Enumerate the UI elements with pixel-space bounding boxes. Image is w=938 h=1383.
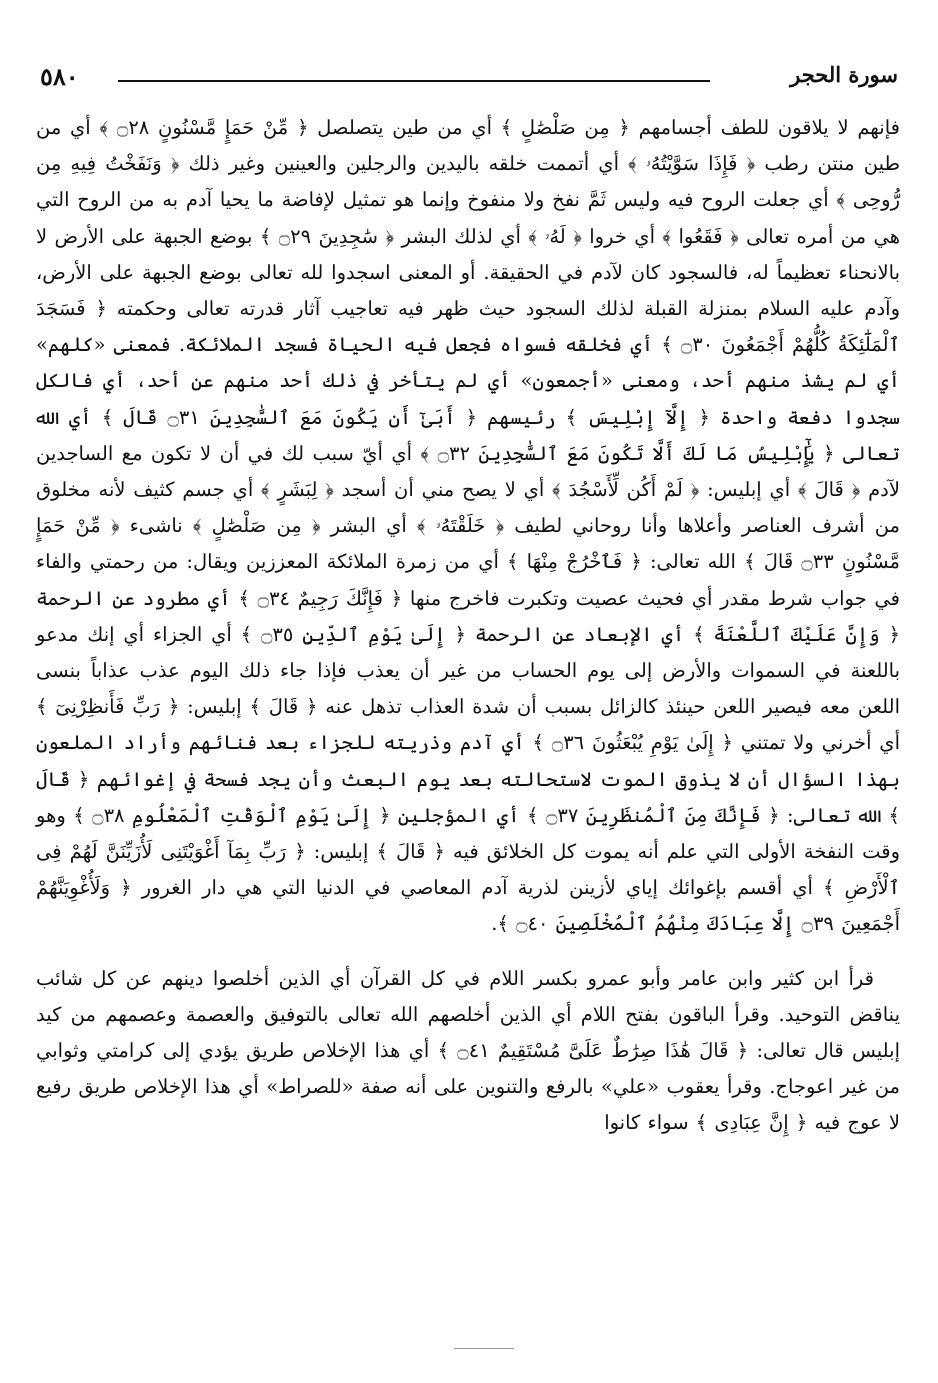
- body-text: [36, 110, 900, 1142]
- page-header: [40, 62, 898, 96]
- paragraph-commentary: فإنهم لا يلاقون للطف أجسامهم ﴿ مِن صَلْصَٰلٍ ﴾ أي من طين يتصلصل ﴿ مِّنْ حَمَإٍ مَّسْنُونٍ ۝٢٨ ﴾ أي من طين منتن رطب ﴿ فَإِذَا سَوَّيْتُهُۥ ﴾ أي أتممت خلقه باليدين والرجلين والعينين وغير ذلك ﴿ وَنَفَخْتُ فِيهِ مِن رُّوحِى ﴾ أي جعلت الروح فيه وليس ثَمَّ نفخ ولا منفوخ وإنما هو تمثيل لإفاضة ما يحيا آدم به من الروح التي هي من أمره تعالى ﴿ فَقَعُوا ﴾ أي خروا ﴿ لَهُۥ ﴾ أي لذلك البشر ﴿ سَٰجِدِينَ ۝٢٩ ﴾ بوضع الجبهة على الأرض لا بالانحناء تعظيماً له، فالسجود كان لآدم في الحقيقة. أو المعنى اسجدوا لله تعالى بوضع الجبهة على الأرض، وآدم عليه السلام بمنزلة القبلة لذلك السجود حيث ظهر فيه تعاجيب آثار قدرته تعالى وحكمته ﴿ فَسَجَدَ ٱلْمَلَٰٓئِكَةُ كُلُّهُمْ أَجْمَعُونَ ۝٣٠ ﴾ أي فخلقه فسواه فجعل فيه الحياة فسجد الملائكة. فمعنى «كلهم» أي لم يشذ منهم أحد، ومعنى «أجمعون» أي لم يتأخر في ذلك أحد منهم عن أحد، أي فالكل سجدوا دفعة واحدة ﴿ إِلَّآ إِبْلِيسَ ﴾ رئيسهم ﴿ أَبَىٰٓ أَن يَكُونَ مَعَ ٱلسَّٰجِدِينَ ۝٣١ قَالَ ﴾ أي الله تعالى ﴿ يَٰٓإِبْلِيسُ مَا لَكَ أَلَّا تَكُونَ مَعَ ٱلسَّٰجِدِينَ ۝٣٢ ﴾ أي أيّ سبب لك في أن لا تكون مع الساجدين لآدم ﴿ قَالَ ﴾ أي إبليس: ﴿ لَمْ أَكُن لِّأَسْجُدَ ﴾ أي لا يصح مني أن أسجد ﴿ لِبَشَرٍ ﴾ أي جسم كثيف لأنه مخلوق من أشرف العناصر وأعلاها وأنا روحاني لطيف ﴿ خَلَقْتَهُۥ ﴾ أي البشر ﴿ مِن صَلْصَٰلٍ ﴾ ناشىء ﴿ مِّنْ حَمَإٍ مَّسْنُونٍ ۝٣٣ قَالَ ﴾ الله تعالى: ﴿ فَٱخْرُجْ مِنْهَا ﴾ أي من زمرة الملائكة المعززين ويقال: من رحمتي والفاء في جواب شرط مقدر أي فحيث عصيت وتكبرت فاخرج منها ﴿ فَإِنَّكَ رَجِيمٌ ۝٣٤ ﴾ أي مطرود عن الرحمة ﴿ وَإِنَّ عَلَيْكَ ٱللَّعْنَةَ ﴾ أي الإبعاد عن الرحمة ﴿ إِلَىٰ يَوْمِ ٱلدِّينِ ۝٣٥ ﴾ أي الجزاء أي إنك مدعو باللعنة في السموات والأرض إلى يوم الحساب من غير أن يعذب فإذا جاء ذلك اليوم عذب عذاباً بنسى اللعن معه فيصير اللعن حينئذ كالزائل بسبب أن شدة العذاب تذهل عنه ﴿ قَالَ ﴾ إبليس: ﴿ رَبِّ فَأَنظِرْنِىٓ ﴾ أي أخرني ولا تمتني ﴿ إِلَىٰ يَوْمِ يُبْعَثُونَ ۝٣٦ ﴾ أي آدم وذريته للجزاء بعد فنائهم وأراد الملعون بهذا السؤال أن لا يذوق الموت لاستحالته بعد يوم البعث وأن يجد فسحة في إغوائهم ﴿ قَالَ ﴾ الله تعالى: ﴿ فَإِنَّكَ مِنَ ٱلْمُنظَرِينَ ۝٣٧ ﴾ أي المؤجلين ﴿ إِلَىٰ يَوْمِ ٱلْوَقْتِ ٱلْمَعْلُومِ ۝٣٨ ﴾ وهو وقت النفخة الأولى التي علم أنه يموت كل الخلائق فيه ﴿ قَالَ ﴾ إبليس: ﴿ رَبِّ بِمَآ أَغْوَيْتَنِى لَأُزَيِّنَنَّ لَهُمْ فِى ٱلْأَرْضِ ﴾ أي أقسم بإغوائك إياي لأزينن لذرية آدم المعاصي في الدنيا التي هي دار الغرور ﴿ وَلَأُغْوِيَنَّهُمْ أَجْمَعِينَ ۝٣٩ إِلَّا عِبَادَكَ مِنْهُمُ ٱلْمُخْلَصِينَ ۝٤٠ ﴾.: [36, 116, 900, 936]
- footer-mark: [454, 1348, 514, 1349]
- paragraph-readings: قرأ ابن كثير وابن عامر وأبو عمرو بكسر اللام في كل القرآن أي الذين أخلصوا دينهم عن كل شائب يناقض التوحيد. وقرأ الباقون بفتح اللام أي الذين أخلصهم الله تعالى بالتوفيق والعصمة وعصمهم من كيد إبليس قال تعالى: ﴿ قَالَ هَٰذَا صِرَٰطٌ عَلَىَّ مُسْتَقِيمٌ ۝٤١ ﴾ أي هذا الإخلاص طريق يؤدي إلى كرامتي وثوابي من غير اعوجاج. وقرأ يعقوب «علي» بالرفع والتنوين على أنه صفة «للصراط» أي هذا الإخلاص طريق رفيع لا عوج فيه ﴿ إِنَّ عِبَادِى ﴾ سواء كانوا: [36, 966, 900, 1135]
- header-rule: [118, 80, 710, 82]
- surah-name: سورة الحجر: [790, 62, 898, 87]
- page-number: ٥٨٠: [40, 62, 79, 91]
